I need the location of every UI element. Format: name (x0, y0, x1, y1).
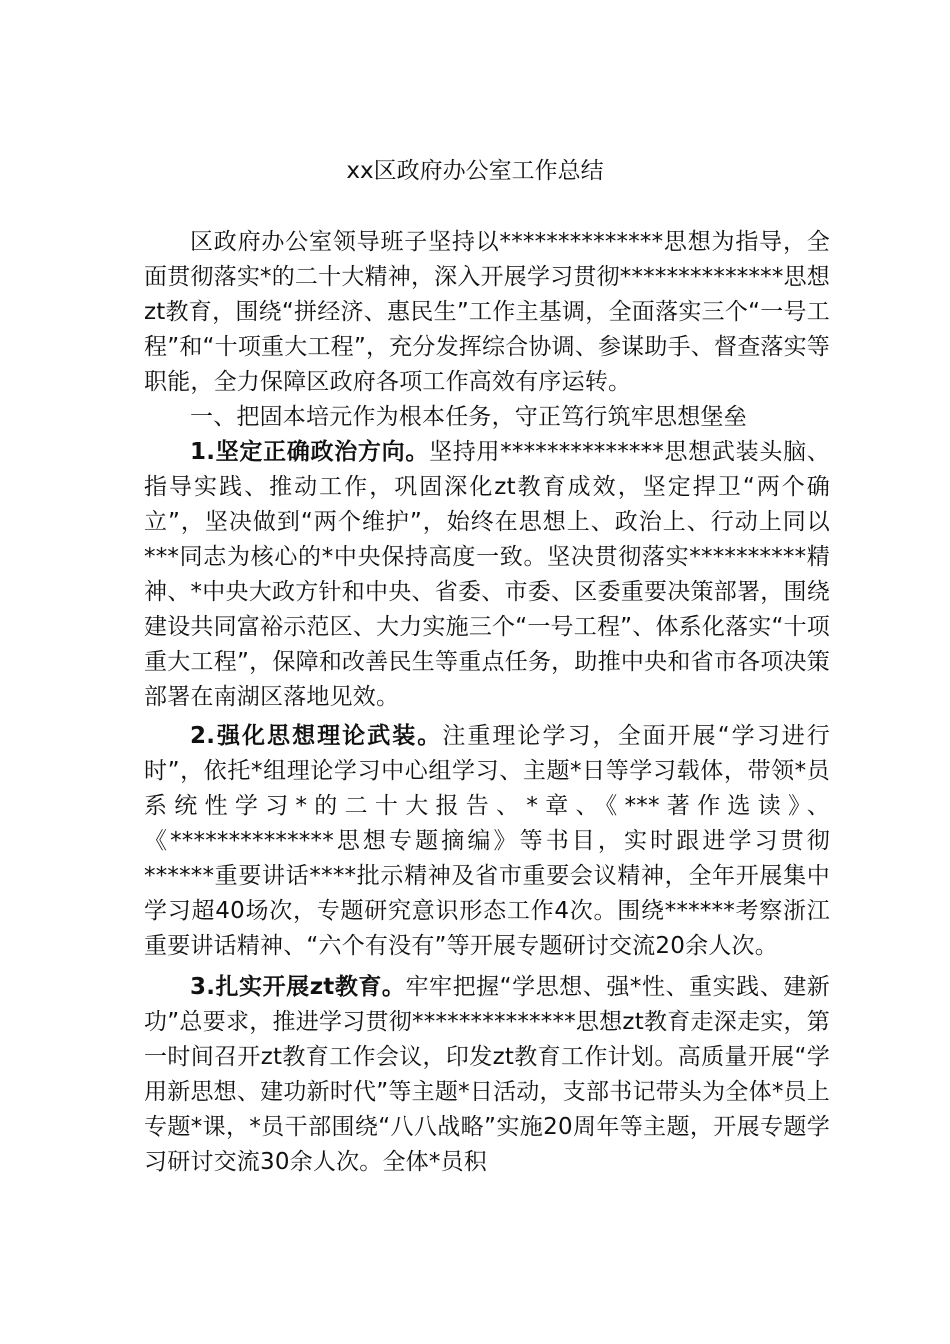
item-text-2: 注重理论学习，全面开展“学习进行时”，依托*组理论学习中心组学习、主题*日等学习载体，带领*员系统性学习*的二十大报告、*章、《***著作选读》、《**************思想专题摘编》等书目，实时跟进学习贯彻******重要讲话****批示精神及省市重要会议精神，全年开展集中学习超40场次，专题研究意识形态工作4次。围绕******考察浙江重要讲话精神、“六个有没有”等开展专题研讨交流20余人次。 (144, 723, 830, 959)
document-title: xx区政府办公室工作总结 (346, 158, 604, 184)
item-text-3: 牢牢把握“学思想、强*性、重实践、建新功”总要求，推进学习贯彻**************思想zt教育走深走实，第一时间召开zt教育工作会议，印发zt教育工作计划。高质量开展“学用新思想、建功新时代”等主题*日活动，支部书记带头为全体*员上专题*课，*员干部围绕“八八战略”实施20周年等主题，开展专题学习研讨交流30余人次。全体*员积 (144, 974, 831, 1175)
item-paragraph-2 (144, 719, 830, 964)
item-paragraph-1 (144, 435, 830, 715)
intro-paragraph: 区政府办公室领导班子坚持以**************思想为指导，全面贯彻落实*的二十大精神，深入开展学习贯彻**************思想zt教育，围绕“拼经济、惠民生”工作主基调，全面落实三个“一号工程”和“十项重大工程”，充分发挥综合协调、参谋助手、督查落实等职能，全力保障区政府各项工作高效有序运转。 (144, 229, 830, 395)
item-text-1: 坚持用**************思想武装头脑、指导实践、推动工作，巩固深化zt教育成效，坚定捍卫“两个确立”，坚决做到“两个维护”，始终在思想上、政治上、行动上同以***同志为核心的*中央保持高度一致。坚决贯彻落实**********精神、*中央大政方针和中央、省委、市委、区委重要决策部署，围绕建设共同富裕示范区、大力实施三个“一号工程”、体系化落实“十项重大工程”，保障和改善民生等重点任务，助推中央和省市各项决策部署在南湖区落地见效。 (144, 439, 830, 710)
item-lead-2: 2.强化思想理论武装。 (190, 723, 443, 749)
section-heading: 一、把固本培元作为根本任务，守正笃行筑牢思想堡垒 (190, 404, 747, 430)
item-lead-3: 3.扎实开展zt教育。 (190, 974, 406, 1000)
document-body (144, 225, 830, 1180)
item-paragraph-3 (144, 970, 830, 1180)
item-lead-1: 1.坚定正确政治方向。 (190, 439, 430, 465)
